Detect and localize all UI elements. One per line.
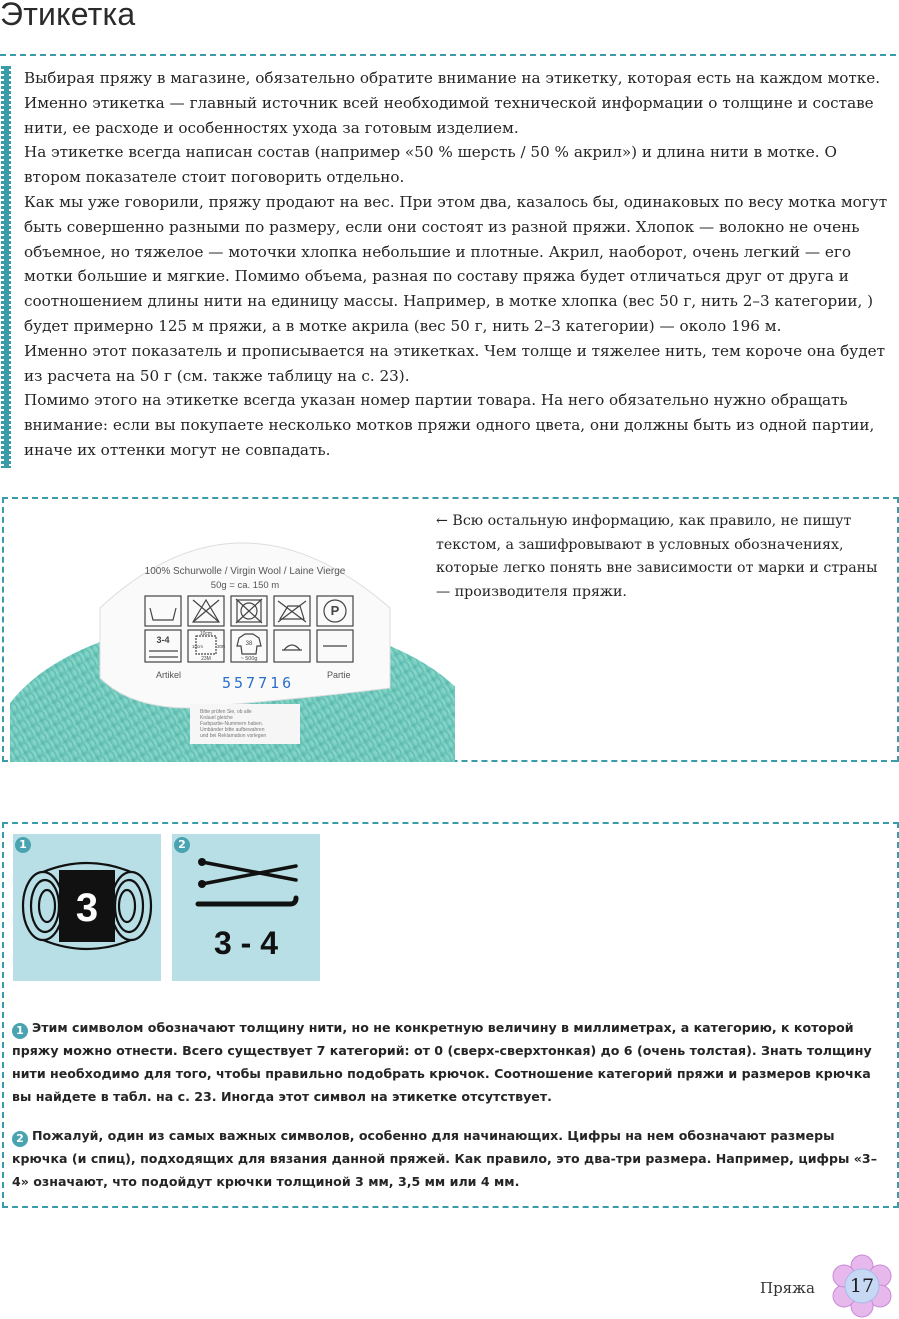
intro-paragraph: Выбирая пряжу в магазине, обязательно обратите внимание на этикетку, которая есть на каждом мотке. Именно этикетка — главный источник всей необходимой технической информации о толщине и составе нити, ее расходе и особенностях ухода за готовым изделием. bbox=[24, 69, 881, 137]
label-article-number: 557716 bbox=[222, 674, 295, 692]
symbol-notes bbox=[12, 1016, 884, 1209]
label-garment-weight: ~ 500g bbox=[240, 656, 258, 662]
label-fine-print: Umbänder bitte aufbewahren bbox=[200, 727, 265, 733]
note-item bbox=[12, 1124, 884, 1193]
hook-size-symbol bbox=[172, 834, 320, 981]
note-badge: 2 bbox=[12, 1131, 28, 1147]
label-weight-length: 50g = ca. 150 m bbox=[210, 580, 280, 591]
intro-paragraph: Именно этот показатель и прописывается на этикетках. Чем толще и тяжелее нить, тем короче она будет из расчета на 50 г (см. также таблицу на с. 23). bbox=[24, 341, 885, 385]
yarn-label-photo bbox=[10, 508, 455, 762]
needles-hook-icon bbox=[172, 834, 320, 981]
knitting-needle-icon bbox=[202, 866, 296, 884]
intro-paragraph: На этикетке всегда написан состав (например «50 % шерсть / 50 % акрил») и длина нити в мотке. О втором показателе стоит поговорить отдельно. bbox=[24, 143, 837, 187]
note-item bbox=[12, 1016, 884, 1108]
label-artikel: Artikel bbox=[156, 670, 182, 680]
crochet-hook-icon bbox=[198, 898, 296, 904]
note-badge: 1 bbox=[12, 1023, 28, 1039]
symbol-badge: 1 bbox=[15, 837, 31, 853]
label-gauge-right: 30R bbox=[217, 644, 226, 649]
label-fine-print: Bitte prüfen Sie, ob alle bbox=[200, 709, 252, 715]
label-garment-size: 38 bbox=[245, 641, 253, 647]
svg-text:P: P bbox=[330, 603, 340, 618]
label-partie: Partie bbox=[327, 670, 351, 680]
label-gauge-bottom: 23M bbox=[201, 656, 211, 662]
label-fine-print: Farbpartie-Nummern haben. bbox=[200, 721, 264, 727]
label-fine-print: Knäuel gleiche bbox=[200, 715, 233, 721]
hook-size-value: 3 - 4 bbox=[213, 925, 279, 961]
title-divider bbox=[0, 54, 896, 56]
knitting-needle-icon bbox=[202, 862, 296, 880]
intro-paragraph: Как мы уже говорили, пряжу продают на вес. При этом два, казалось бы, одинаковых по весу мотка могут быть совершенно разными по размеру, если они состоят из разной пряжи. Хлопок — волокно не очень объемное, но тяжелое — моточки хлопка небольшие и плотные. Акрил, наоборот, очень легкий — его мотки большие и мягкие. Помимо объема, разная по составу пряжа будет отличаться друг от друга и соотношением длины нити на единицу массы. Например, в мотке хлопка (вес 50 г, нить 2–3 категории, ) будет примерно 125 м пряжи, а в мотке акрила (вес 50 г, нить 2–3 категории) — около 196 м. bbox=[24, 192, 888, 335]
page-title: Этикетка bbox=[0, 0, 136, 32]
yarn-skein-icon bbox=[13, 834, 161, 981]
note-text: Этим символом обозначают толщину нити, но не конкретную величину в миллиметрах, а категорию, к которой пряжу можно отнести. Всего существует 7 категорий: от 0 (сверх-сверхтонкая) до 6 (очень толстая). Знать толщину нити необходимо для того, чтобы правильно подобрать крючок. Соотношение категорий пряжи и размеров крючка вы найдете в табл. на с. 23. Иногда этот символ на этикетке отсутствует. bbox=[12, 1020, 872, 1104]
yarn-ball-illustration bbox=[10, 508, 455, 762]
note-text: Пожалуй, один из самых важных символов, особенно для начинающих. Цифры на нем обозначают размеры крючка (и спиц), подходящих для вязания данной пряжей. Как правило, это два-три размера. Например, цифры «3–4» означают, что подойдут крючки толщиной 3 мм, 3,5 мм или 4 мм. bbox=[12, 1128, 877, 1189]
yarn-weight-value: 3 bbox=[75, 886, 99, 930]
yarn-weight-symbol bbox=[13, 834, 161, 981]
footer-section-label: Пряжа bbox=[760, 1279, 815, 1297]
intro-text bbox=[24, 66, 894, 463]
page-number: 17 bbox=[849, 1275, 875, 1297]
intro-accent-bar bbox=[1, 66, 11, 468]
label-composition: 100% Schurwolle / Virgin Wool / Laine Vierge bbox=[144, 566, 346, 577]
label-fine-print: und bei Reklamation vorlegen bbox=[200, 733, 267, 739]
intro-paragraph: Помимо этого на этикетке всегда указан номер партии товара. На него обязательно нужно обращать внимание: если вы покупаете несколько мотков пряжи одного цвета, они должны быть из одной партии, иначе их оттенки могут не совпадать. bbox=[24, 391, 875, 459]
label-needle-size: 3-4 bbox=[156, 635, 170, 645]
symbol-badge: 2 bbox=[174, 837, 190, 853]
label-gauge-left: 10cm bbox=[192, 644, 204, 649]
label-gauge-top: 10cm bbox=[199, 631, 213, 637]
intro-section bbox=[0, 58, 899, 468]
aside-text: ← Всю остальную информацию, как правило, не пишут текстом, а зашифровывают в условных обозначениях, которые легко понять вне зависимости от марки и страны — производителя пряжи. bbox=[436, 513, 878, 600]
